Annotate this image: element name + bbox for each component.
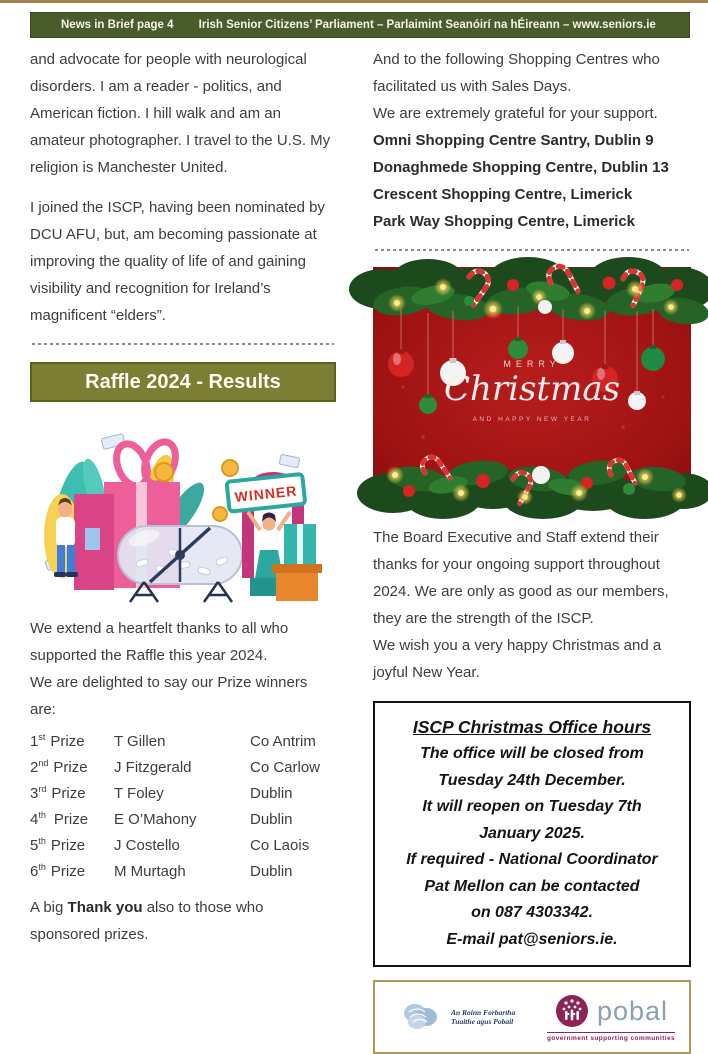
prize-rank: 6th Prize xyxy=(30,862,86,880)
header-page-label: News in Brief page 4 xyxy=(61,19,174,31)
winner-sign-label: WINNER xyxy=(233,482,299,506)
raffle-results-banner xyxy=(30,362,336,402)
dept-logo-line1: An Roinn Forbartha xyxy=(451,1008,516,1017)
pobal-wordmark: pobal xyxy=(596,995,669,1026)
office-hours-line: Tuesday 24th December. xyxy=(438,771,626,789)
bio-paragraph-2: I joined the ISCP, having been nominated by DCU AFU, but, am becoming passionate at improving the quality of life of and gaining visibility and recognition for Ireland’s magnificent “elders”. xyxy=(30,199,325,324)
raffle-thanks-2: We are delighted to say our Prize winners are: xyxy=(30,674,308,718)
list-item: Park Way Shopping Centre, Limerick xyxy=(373,213,636,230)
prize-winner-county: Co Carlow xyxy=(250,759,321,776)
table-row xyxy=(30,729,336,755)
board-thanks-1: The Board Executive and Staff extend their thanks for your ongoing support throughout 2024. We are only as good as our members, they are the strength of the ISCP. xyxy=(373,529,669,627)
prize-winner-name: J Fitzgerald xyxy=(114,759,192,776)
page-header-bar xyxy=(30,12,690,38)
prize-winner-county: Dublin xyxy=(250,811,293,828)
left-column xyxy=(30,46,336,948)
prize-winner-name: T Gillen xyxy=(114,733,166,750)
dept-logo-line2: Tuaithe agus Pobail xyxy=(451,1017,514,1026)
office-hours-line: If required - National Coordinator xyxy=(406,851,658,868)
small-gift-icon xyxy=(74,494,114,590)
list-item: Crescent Shopping Centre, Limerick xyxy=(373,186,633,203)
office-hours-line: January 2025. xyxy=(479,824,585,842)
office-hours-line: The office will be closed from xyxy=(420,745,644,762)
right-column xyxy=(373,46,691,1054)
office-hours-line: It will reopen on Tuesday 7th xyxy=(422,798,642,815)
prize-winner-name: J Costello xyxy=(114,837,180,854)
prize-rank: 2nd Prize xyxy=(30,758,88,776)
prize-winner-name: E O’Mahony xyxy=(114,811,197,828)
prize-winner-county: Co Laois xyxy=(250,837,310,854)
board-thanks-2: We wish you a very happy Christmas and a joyful New Year. xyxy=(373,637,662,681)
centres-paragraph-1: And to the following Shopping Centres who facilitated us with Sales Days. xyxy=(373,51,660,95)
prize-winners-table xyxy=(30,729,336,885)
prize-winner-name: M Murtagh xyxy=(114,863,186,880)
dept-rural-community-logo xyxy=(401,1000,515,1034)
table-row xyxy=(30,859,336,885)
card-merry-text: MERRY xyxy=(503,359,561,369)
prize-winner-county: Dublin xyxy=(250,785,293,802)
raffle-drum-icon xyxy=(118,526,242,602)
christmas-card-image xyxy=(373,267,691,507)
bio-paragraph-1: and advocate for people with neurological disorders. I am a reader - politics, and American fiction. I hill walk and am an amateur photographer. I travel to the U.S. My religion is Manchester United. xyxy=(30,51,331,176)
sponsor-thanks: A big Thank you also to those who sponsored prizes. xyxy=(30,899,264,943)
table-row xyxy=(30,755,336,781)
office-hours-email: E-mail pat@seniors.ie. xyxy=(446,930,618,948)
header-org-title: Irish Senior Citizens’ Parliament – Parlaimint Seanóirí na hÉireann – www.seniors.ie xyxy=(198,19,656,31)
list-item: Donaghmede Shopping Centre, Dublin 13 xyxy=(373,159,669,176)
raffle-thanks-1: We extend a heartfelt thanks to all who supported the Raffle this year 2024. xyxy=(30,620,289,664)
prize-rank: 1st Prize xyxy=(30,732,85,750)
funders-logo-box xyxy=(373,980,691,1054)
prize-rank: 5th Prize xyxy=(30,836,86,854)
office-hours-line: Pat Mellon can be contacted xyxy=(424,877,640,895)
card-christmas-text: Christmas xyxy=(443,369,621,409)
prize-rank: 3rd Prize xyxy=(30,784,86,802)
dept-emblem-icon xyxy=(401,1000,439,1034)
card-tagline-text: AND HAPPY NEW YEAR xyxy=(472,416,592,423)
raffle-illustration xyxy=(32,432,318,602)
pobal-emblem-icon xyxy=(554,993,590,1029)
centres-paragraph-2: We are extremely grateful for your support. xyxy=(373,105,658,122)
separator-right xyxy=(375,249,689,251)
prize-rank: 4th Prize xyxy=(30,810,89,828)
office-hours-line: on 087 4303342. xyxy=(471,904,593,921)
prize-winner-county: Co Antrim xyxy=(250,733,316,750)
prize-winner-name: T Foley xyxy=(114,785,164,802)
page-top-edge xyxy=(0,0,708,3)
prize-winner-county: Dublin xyxy=(250,863,293,880)
pobal-tagline: government supporting communities xyxy=(547,1032,675,1042)
list-item: Omni Shopping Centre Santry, Dublin 9 xyxy=(373,132,654,149)
separator-left xyxy=(32,343,334,345)
winner-sign xyxy=(227,474,306,512)
pobal-logo xyxy=(547,993,675,1042)
office-hours-title: ISCP Christmas Office hours xyxy=(412,717,652,737)
raffle-banner-title: Raffle 2024 - Results xyxy=(85,370,281,393)
table-row xyxy=(30,807,336,833)
table-row xyxy=(30,833,336,859)
office-hours-box xyxy=(373,701,691,967)
table-row xyxy=(30,781,336,807)
